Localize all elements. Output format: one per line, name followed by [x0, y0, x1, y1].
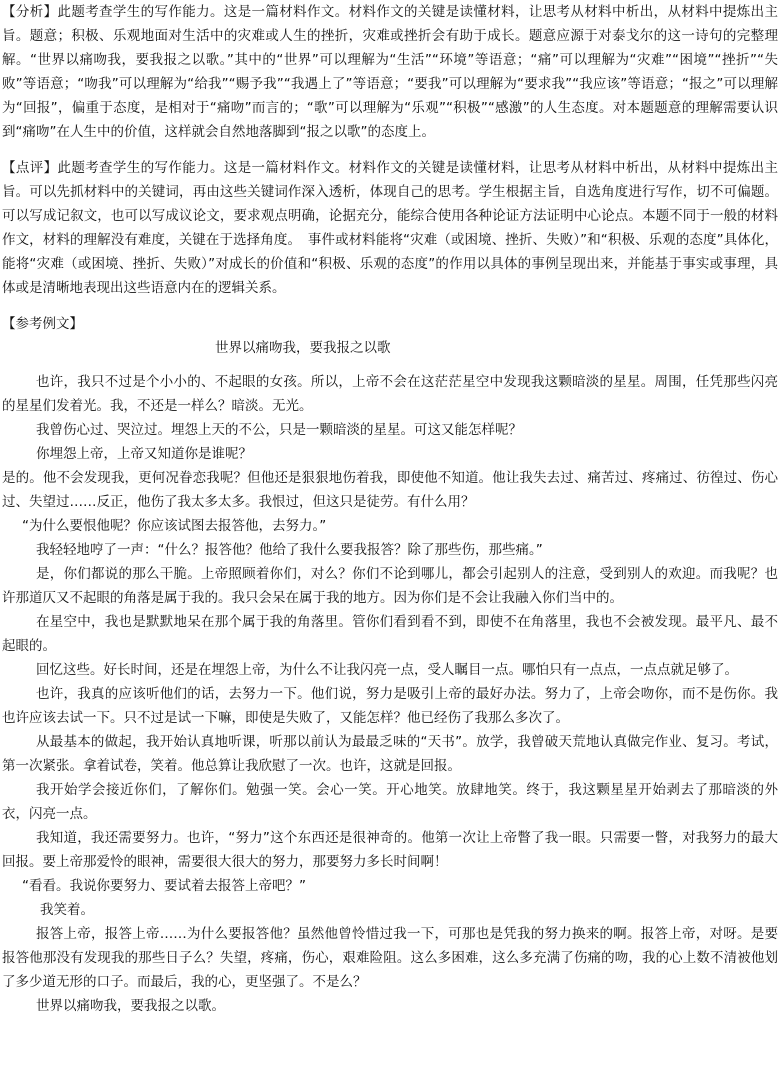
analysis-label: 【分析】	[2, 4, 58, 20]
essay-paragraph: 我轻轻地哼了一声：“什么？报答他？他给了我什么要我报答？除了那些伤，那些痛。”	[36, 542, 543, 558]
essay-paragraph: 我笑着。	[40, 902, 94, 918]
essay-paragraph: 是的。他不会发现我，更何况眷恋我呢？但他还是狠狠地伤着我，即使他不知道。他让我失去过、痛苦过、疼痛过、彷徨过、伤心过、失望过……反正，他伤了我太多太多。我恨过，但这只是徒劳。有什么用？	[2, 470, 778, 510]
comment-section	[2, 156, 778, 300]
essay-paragraph: 在星空中，我也是默默地呆在那个属于我的角落里。管你们看到看不到，即使不在角落里，我也不会被发现。最平凡、最不起眼的。	[2, 614, 778, 654]
essay-paragraph: 也许，我真的应该听他们的话，去努力一下。他们说，努力是吸引上帝的最好办法。努力了，上帝会吻你，而不是伤你。我也许应该去试一下。只不过是试一下嘛，即使是失败了，又能怎样？他已经伤了我那么多次了。	[2, 686, 778, 726]
section-gap	[2, 144, 778, 156]
analysis-section	[2, 0, 778, 144]
essay-paragraph: 我知道，我还需要努力。也许，“努力”这个东西还是很神奇的。他第一次让上帝瞥了我一眼。只需要一瞥，对我努力的最大回报。要上帝那爱怜的眼神，需要很大很大的努力，那要努力多长时间啊！	[2, 830, 778, 870]
essay-paragraph: 从最基本的做起，我开始认真地听课，听那以前认为最最乏味的“天书”。放学，我曾破天荒地认真做完作业、复习。考试，第一次紧张。拿着试卷，笑着。他总算让我欣慰了一次。也许，这就是回报。	[2, 734, 778, 774]
sample-essay-label: 【参考例文】	[2, 316, 83, 332]
title-gap	[2, 360, 778, 370]
essay-paragraph: “看看。我说你要努力、要试着去报答上帝吧？”	[22, 878, 306, 894]
section-gap	[2, 300, 778, 312]
essay-paragraph: 也许，我只不过是个小小的、不起眼的女孩。所以，上帝不会在这茫茫星空中发现我这颗暗淡的星星。周围，任凭那些闪亮的星星们发着光。我，不还是一样么？暗淡。无光。	[2, 374, 778, 414]
sample-essay-section	[2, 312, 778, 1018]
essay-paragraph: 回忆这些。好长时间，还是在埋怨上帝，为什么不让我闪亮一点，受人瞩目一点。哪怕只有一点点，一点点就足够了。	[36, 662, 738, 678]
comment-paragraph	[2, 156, 778, 300]
essay-paragraph: 是，你们都说的那么干脆。上帝照顾着你们，对么？你们不论到哪儿，都会引起别人的注意，受到别人的欢迎。而我呢？也许那道仄又不起眼的角落是属于我的。我只会呆在属于我的地方。因为你们是不会让我融入你们当中的。	[2, 566, 778, 606]
sample-essay-title: 世界以痛吻我，要我报之以歌	[215, 340, 391, 356]
analysis-text: 此题考查学生的写作能力。这是一篇材料作文。材料作文的关键是读懂材料，让思考从材料中析出，从材料中提炼出主旨。题意；积极、乐观地面对生活中的灾难或人生的挫折，灾难或挫折会有助于成长。题意应源于对泰戈尔的这一诗句的完整理解。“世界以痛吻我，要我报之以歌。”其中的“世界”可以理解为“生活”“环境”等语意；“痛”可以理解为“灾难”“困境”“挫折”“失败”等语意；“吻我”可以理解为“给我”“赐予我”“我遇上了”等语意；“要我”可以理解为“要求我”“我应该”等语意；“报之”可以理解为“回报”，偏重于态度，是相对于“痛吻”而言的；“歌”可以理解为“乐观”“积极”“感激”的人生态度。对本题题意的理解需要认识到“痛吻”在人生中的价值，这样就会自然地落脚到“报之以歌”的态度上。	[2, 4, 779, 140]
comment-label: 【点评】	[2, 160, 58, 176]
essay-paragraph: 你埋怨上帝，上帝又知道你是谁呢？	[36, 446, 252, 462]
essay-paragraph: 我曾伤心过、哭泣过。埋怨上天的不公，只是一颗暗淡的星星。可这又能怎样呢？	[36, 422, 522, 438]
essay-paragraph: 我开始学会接近你们，了解你们。勉强一笑。会心一笑。开心地笑。放肆地笑。终于，我这颗星星开始剥去了那暗淡的外衣，闪亮一点。	[2, 782, 778, 822]
essay-paragraph: “为什么要恨他呢？你应该试图去报答他，去努力。”	[22, 518, 327, 534]
analysis-paragraph	[2, 0, 778, 144]
essay-paragraph: 报答上帝，报答上帝……为什么要报答他？虽然他曾怜惜过我一下，可那也是凭我的努力换来的啊。报答上帝，对呀。是要报答他那没有发现我的那些日子么？失望，疼痛，伤心，艰难险阻。这么多困难，这么多充满了伤痛的吻，我的心上数不清被他划了多少道无形的口子。而最后，我的心，更坚强了。不是么？	[2, 926, 778, 990]
comment-text: 此题考查学生的写作能力。这是一篇材料作文。材料作文的关键是读懂材料，让思考从材料中析出，从材料中提炼出主旨。可以先抓材料中的关键词，再由这些关键词作深入透析，体现自己的思考。学生根据主旨，自选角度进行写作，切不可偏题。可以写成记叙文，也可以写成议论文，要求观点明确，论据充分，能综合使用各种论证方法证明中心论点。本题不同于一般的材料作文，材料的理解没有难度，关键在于选择角度。 事件或材料能将“灾难（或困境、挫折、失败）”和“积极、乐观的态度”具体化，能将“灾难（或困境、挫折、失败）”对成长的价值和“积极、乐观的态度”的作用以具体的事例呈现出来，并能基于事实或事理，具体或是清晰地表现出这些语意内在的逻辑关系。	[2, 160, 779, 296]
essay-paragraph: 世界以痛吻我，要我报之以歌。	[36, 998, 225, 1014]
